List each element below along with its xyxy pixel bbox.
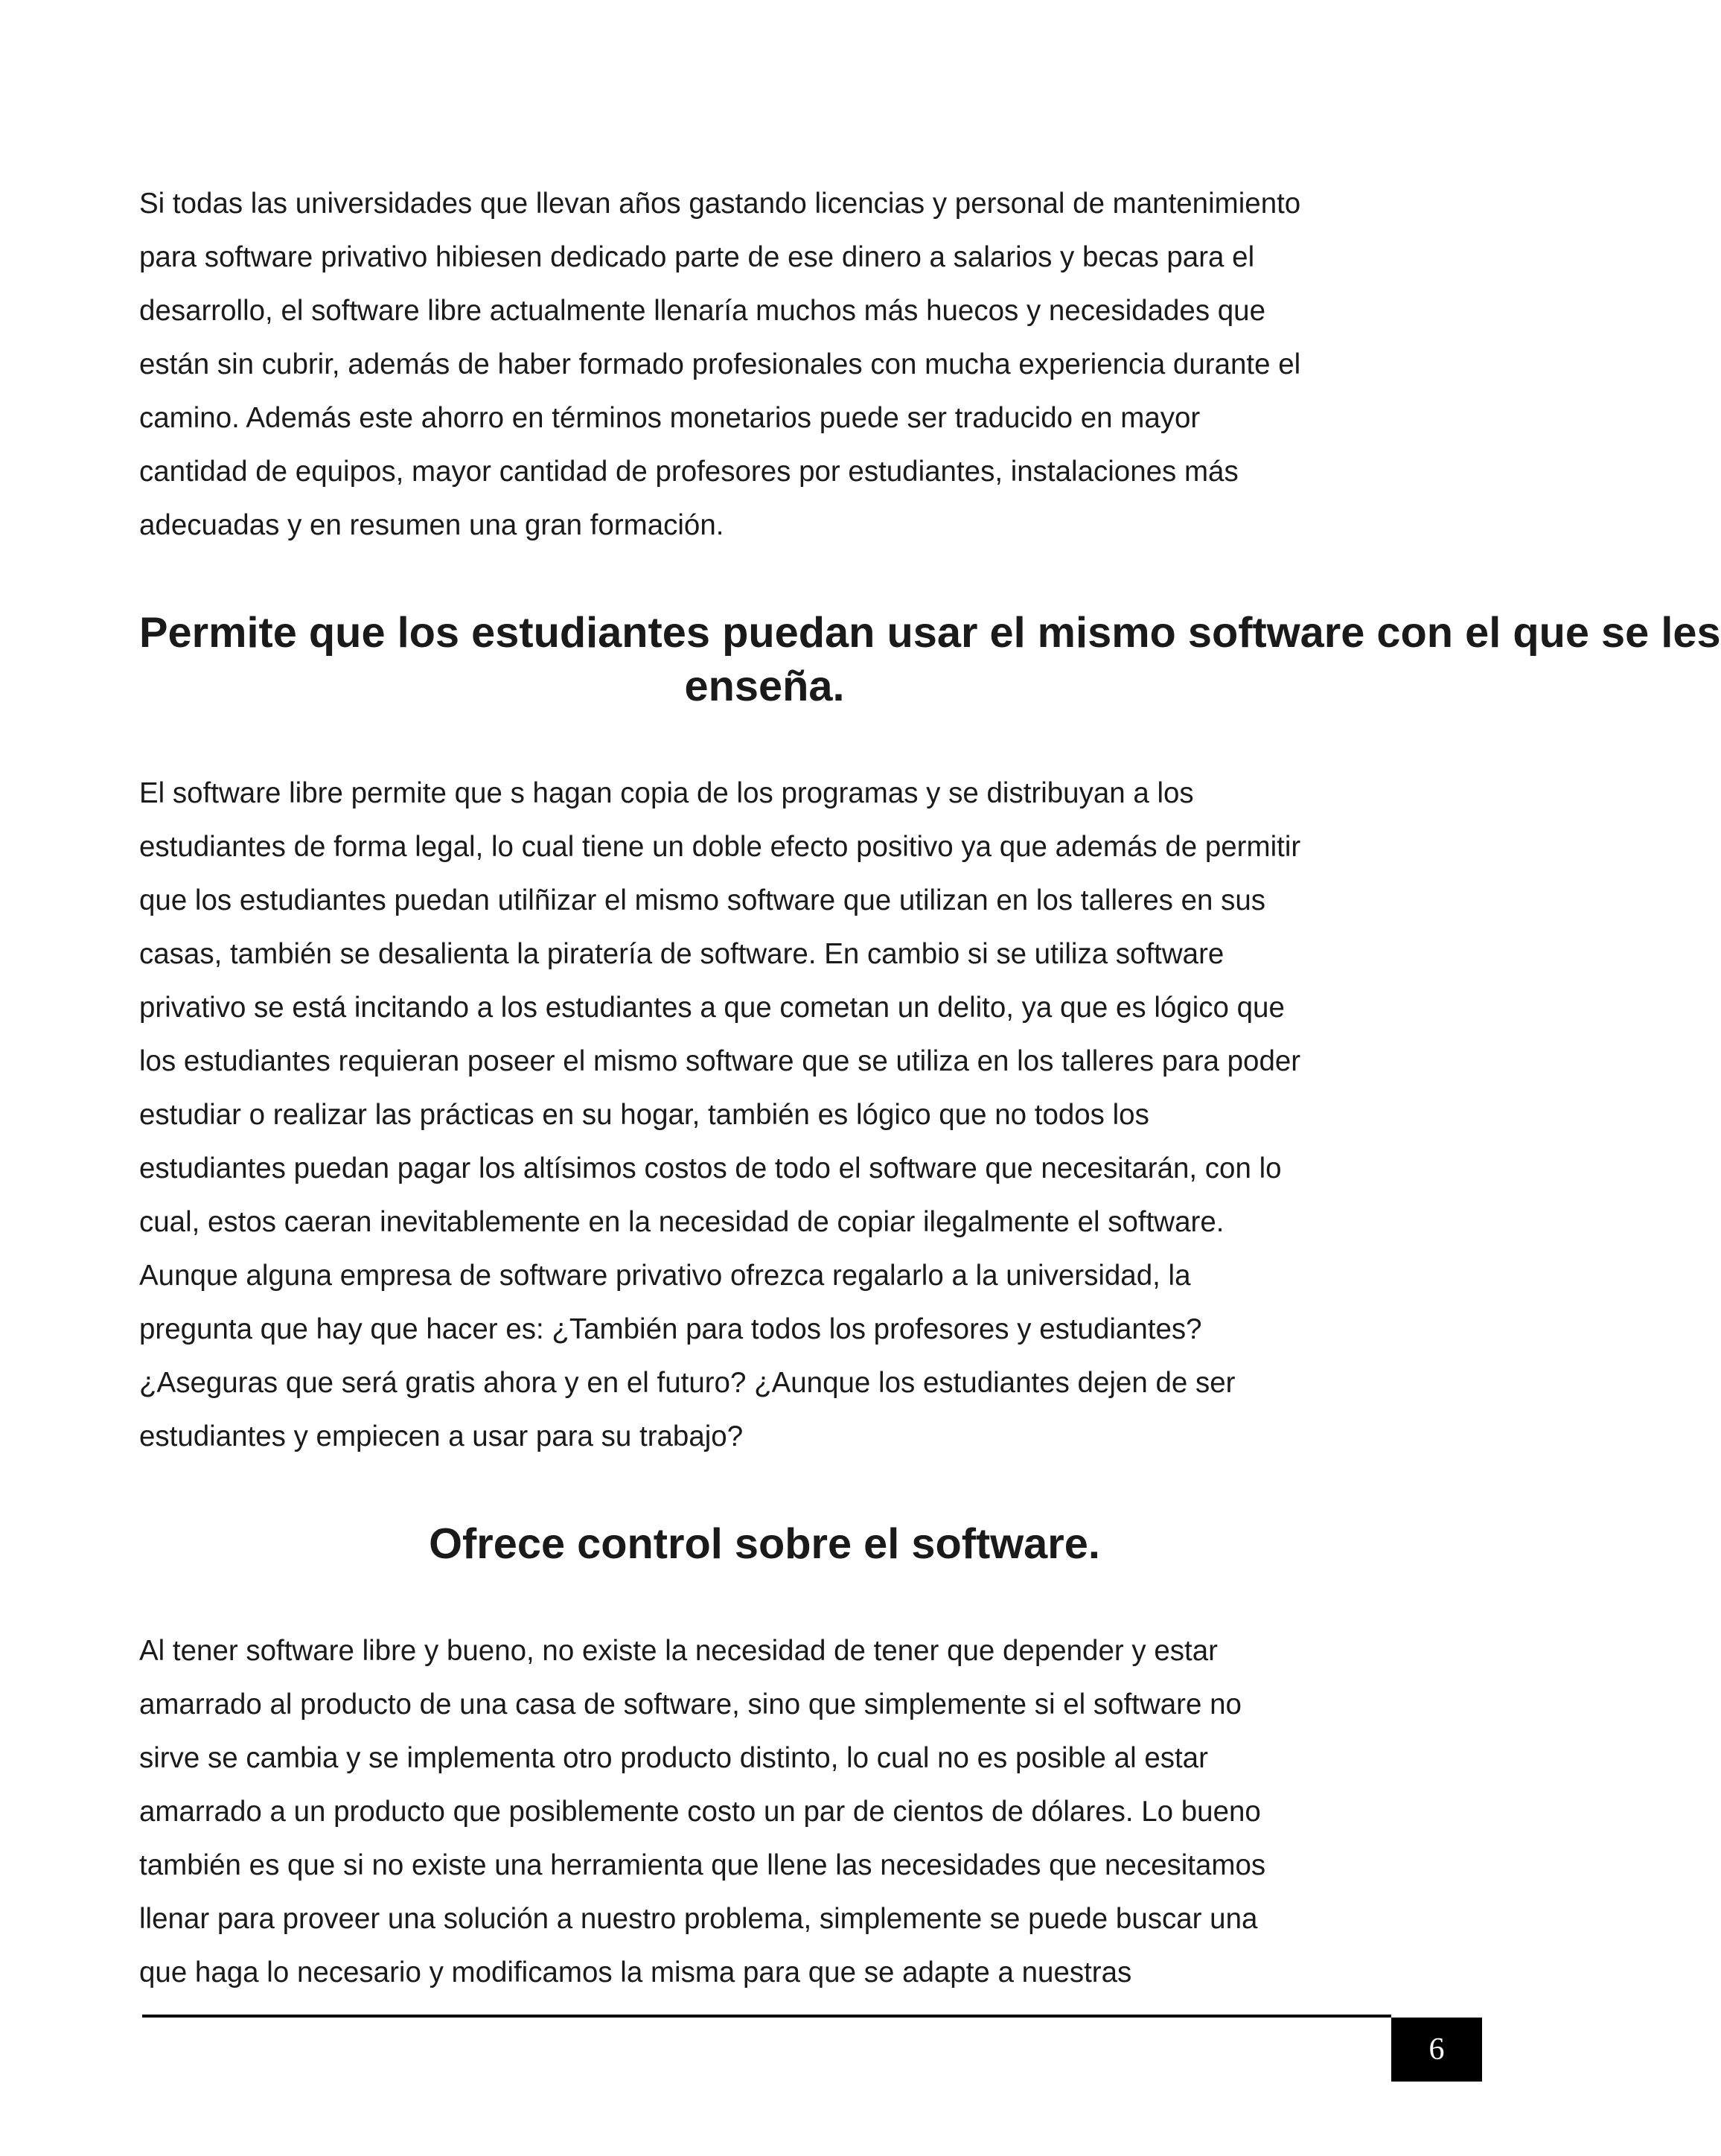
paragraph-line: para software privativo hibiesen dedicado parte de ese dinero a salarios y becas para el bbox=[139, 241, 1255, 273]
paragraph-line: cantidad de equipos, mayor cantidad de profesores por estudiantes, instalaciones más bbox=[139, 456, 1239, 488]
paragraph-line: los estudiantes requieran poseer el mismo software que se utiliza en los talleres para poder bbox=[139, 1045, 1301, 1077]
paragraph-line: llenar para proveer una solución a nuestro problema, simplemente se puede buscar una bbox=[139, 1903, 1258, 1935]
section-heading-mismo-software bbox=[139, 606, 1721, 713]
paragraph-line: amarrado al producto de una casa de software, sino que simplemente si el software no bbox=[139, 1688, 1242, 1720]
paragraph-line: ¿Aseguras que será gratis ahora y en el futuro? ¿Aunque los estudiantes dejen de ser bbox=[139, 1367, 1236, 1399]
page-number: 6 bbox=[1428, 2032, 1445, 2067]
paragraph-spacer bbox=[139, 552, 1390, 606]
paragraph-line: están sin cubrir, además de haber formado profesionales con mucha experiencia durante el bbox=[139, 348, 1301, 380]
paragraph-line: sirve se cambia y se implementa otro producto distinto, lo cual no es posible al estar bbox=[139, 1742, 1208, 1774]
paragraph-line: estudiantes y empiecen a usar para su trabajo? bbox=[139, 1420, 744, 1452]
paragraph-line: estudiantes de forma legal, lo cual tiene un doble efecto positivo ya que además de permitir bbox=[139, 831, 1301, 863]
paragraph-line: Al tener software libre y bueno, no existe la necesidad de tener que depender y estar bbox=[139, 1635, 1218, 1667]
paragraph-line: adecuadas y en resumen una gran formación. bbox=[139, 509, 724, 541]
paragraph-control-software bbox=[139, 1624, 1390, 2000]
paragraph-line: también es que si no existe una herramienta que llene las necesidades que necesitamos bbox=[139, 1849, 1266, 1881]
paragraph-line: Si todas las universidades que llevan años gastando licencias y personal de mantenimiento bbox=[139, 188, 1301, 220]
heading-line: Permite que los estudiantes puedan usar el mismo software con el que se les bbox=[139, 609, 1721, 657]
paragraph-spacer bbox=[139, 713, 1390, 767]
paragraph-line: casas, también se desalienta la piratería de software. En cambio si se utiliza software bbox=[139, 938, 1225, 970]
heading-line: enseña. bbox=[684, 663, 845, 710]
heading-line: Ofrece control sobre el software. bbox=[429, 1520, 1100, 1568]
paragraph-spacer bbox=[139, 1464, 1390, 1517]
paragraph-line: que haga lo necesario y modificamos la misma para que se adapte a nuestras bbox=[139, 1956, 1132, 1988]
paragraph-line: El software libre permite que s hagan copia de los programas y se distribuyan a los bbox=[139, 777, 1194, 809]
paragraph-line: estudiar o realizar las prácticas en su hogar, también es lógico que no todos los bbox=[139, 1099, 1149, 1131]
paragraph-line: camino. Además este ahorro en términos monetarios puede ser traducido en mayor bbox=[139, 402, 1201, 434]
section-heading-control bbox=[139, 1517, 1390, 1571]
page-content bbox=[139, 177, 1721, 2000]
paragraph-line: desarrollo, el software libre actualmente llenaría muchos más huecos y necesidades que bbox=[139, 295, 1266, 327]
paragraph-line: privativo se está incitando a los estudiantes a que cometan un delito, ya que es lógico que bbox=[139, 992, 1285, 1024]
footer-rule bbox=[142, 2015, 1391, 2018]
paragraph-line: Aunque alguna empresa de software privativo ofrezca regalarlo a la universidad, la bbox=[139, 1260, 1191, 1292]
page-number-box bbox=[1391, 2018, 1482, 2082]
paragraph-line: pregunta que hay que hacer es: ¿También para todos los profesores y estudiantes? bbox=[139, 1313, 1202, 1345]
paragraph-licencias bbox=[139, 177, 1390, 552]
paragraph-line: amarrado a un producto que posiblemente costo un par de cientos de dólares. Lo bueno bbox=[139, 1796, 1261, 1828]
paragraph-copia-legal bbox=[139, 767, 1390, 1464]
paragraph-spacer bbox=[139, 1571, 1390, 1624]
paragraph-line: cual, estos caeran inevitablemente en la necesidad de copiar ilegalmente el software. bbox=[139, 1206, 1225, 1238]
paragraph-line: que los estudiantes puedan utilñizar el mismo software que utilizan en los talleres en sus bbox=[139, 884, 1266, 916]
paragraph-line: estudiantes puedan pagar los altísimos costos de todo el software que necesitarán, con lo bbox=[139, 1152, 1282, 1184]
